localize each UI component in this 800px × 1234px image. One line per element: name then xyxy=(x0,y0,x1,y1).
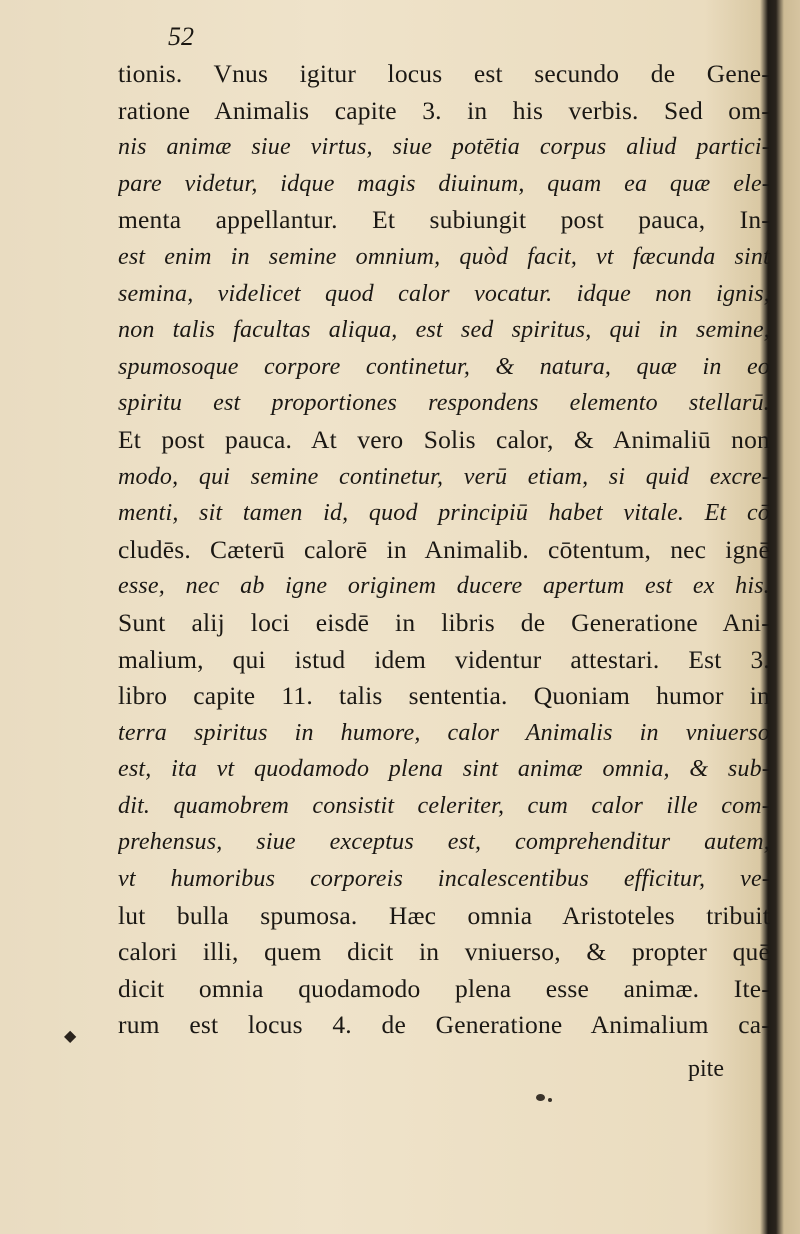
ink-spot xyxy=(536,1094,545,1101)
text-line: semina, videlicet quod calor vocatur. idque non ignis, xyxy=(118,280,770,307)
text-line: est enim in semine omnium, quòd facit, vt fæcunda sint xyxy=(118,243,770,270)
text-line: ratione Animalis capite 3. in his verbis. Sed om- xyxy=(118,95,770,125)
text-line: modo, qui semine continetur, verū etiam, si quid excre- xyxy=(118,463,770,490)
text-line: tionis. Vnus igitur locus est secundo de Gene- xyxy=(118,59,770,88)
text-line: spiritu est proportiones respondens elemento stellarū. xyxy=(118,390,770,417)
text-line: Et post pauca. At vero Solis calor, & Animaliū non xyxy=(118,424,770,454)
margin-ornament: ◆ xyxy=(64,1026,77,1045)
text-line: prehensus, siue exceptus est, comprehenditur autem, xyxy=(118,829,770,856)
page-number: 52 xyxy=(168,22,194,51)
text-line: esse, nec ab igne originem ducere apertum est ex his. xyxy=(118,573,770,600)
text-line: vt humoribus corporeis incalescentibus efficitur, ve- xyxy=(118,866,770,893)
text-line: rum est locus 4. de Generatione Animalium ca- xyxy=(118,1010,770,1040)
text-line: non talis facultas aliqua, est sed spiritus, qui in semine, xyxy=(118,317,770,344)
text-line: terra spiritus in humore, calor Animalis in vniuerso xyxy=(118,719,770,746)
text-line: cludēs. Cæterū calorē in Animalib. cōtentum, nec ignē xyxy=(118,534,770,564)
text-line: nis animæ siue virtus, siue potētia corpus aliud partici- xyxy=(118,134,770,161)
text-line: malium, qui istud idem videntur attestari. Est 3. xyxy=(118,644,770,674)
text-line: Sunt alij loci eisdē in libris de Generatione Ani- xyxy=(118,607,770,637)
ink-spot xyxy=(548,1098,552,1102)
text-line: dicit omnia quodamodo plena esse animæ. Ite- xyxy=(118,973,770,1003)
text-line: pare videtur, idque magis diuinum, quam ea quæ ele- xyxy=(118,170,770,197)
text-line: libro capite 11. talis sententia. Quoniam humor in xyxy=(118,681,770,711)
text-line: calori illi, quem dicit in vniuerso, & propter quē xyxy=(118,937,770,967)
text-block xyxy=(118,56,770,1044)
text-line: menta appellantur. Et subiungit post pauca, In- xyxy=(118,205,770,235)
catchword: pite xyxy=(688,1056,724,1082)
text-line: est, ita vt quodamodo plena sint animæ omnia, & sub- xyxy=(118,756,770,783)
text-line: dit. quamobrem consistit celeriter, cum calor ille com- xyxy=(118,792,770,819)
text-line: menti, sit tamen id, quod principiū habet vitale. Et cō xyxy=(118,500,770,527)
text-line: spumosoque corpore continetur, & natura, quæ in eo xyxy=(118,353,770,380)
text-line: lut bulla spumosa. Hæc omnia Aristoteles tribuit xyxy=(118,900,770,930)
